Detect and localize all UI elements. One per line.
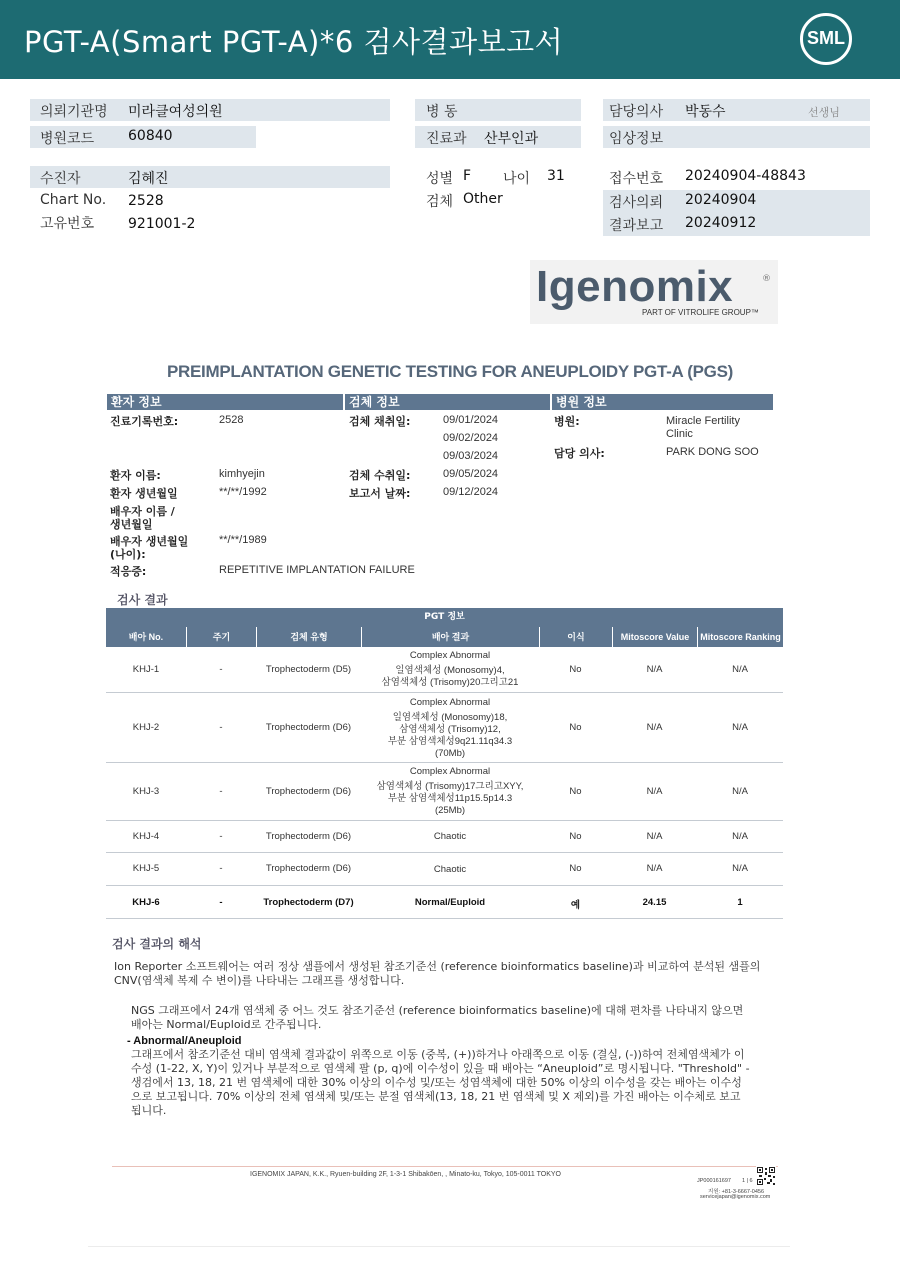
hospital-code-label: 병원코드 bbox=[40, 131, 95, 147]
table-row-3-type: Trophectoderm (D6) bbox=[265, 786, 352, 797]
request-date-label: 검사의뢰 bbox=[609, 195, 664, 211]
table-row-2-no: KHJ-2 bbox=[132, 722, 160, 733]
result-line: 부분 삼염색체성11p15.5p14.3 bbox=[387, 793, 513, 804]
table-row-2-transfer: No bbox=[569, 722, 582, 733]
table-row-4-type: Trophectoderm (D6) bbox=[265, 831, 352, 842]
table-row-4-transfer: No bbox=[569, 831, 582, 842]
row-divider bbox=[106, 852, 783, 853]
results-heading: 검사 결과 bbox=[117, 593, 168, 607]
col-embryo-result: 배아 결과 bbox=[361, 627, 539, 647]
footer-phone: 지원: +81-3-6667-0456 bbox=[708, 1189, 765, 1195]
table-row-6-type: Trophectoderm (D7) bbox=[263, 897, 354, 908]
report-heading: PREIMPLANTATION GENETIC TESTING FOR ANEUPLOIDY PGT-A (PGS) bbox=[167, 362, 733, 381]
table-row-5-transfer: No bbox=[569, 863, 582, 874]
patient-field bbox=[30, 166, 390, 188]
specimen-info-bar: 검체 정보 bbox=[345, 394, 550, 410]
col-mitoscore-ranking: Mitoscore Ranking bbox=[697, 627, 783, 647]
qr-code-icon bbox=[756, 1166, 776, 1186]
row-divider bbox=[106, 918, 783, 919]
result-line: 일염색체성 (Monosomy)4, bbox=[395, 665, 505, 676]
table-row-3-no: KHJ-3 bbox=[132, 786, 160, 797]
result-line: (70Mb) bbox=[434, 748, 466, 759]
table-row-2-cycle: - bbox=[219, 722, 223, 733]
doctor-suffix: 선생님 bbox=[808, 106, 840, 119]
table-row-2-mitoscore-value: N/A bbox=[646, 722, 663, 733]
table-row-6-result: Normal/Euploid bbox=[414, 897, 486, 908]
table-row-5-mitoscore-ranking: N/A bbox=[732, 863, 748, 874]
interpretation-paragraph-3: 그래프에서 참조기준선 대비 염색체 결과값이 위쪽으로 이동 (중복, (+))하거나 아래쪽으로 이동 (결실, (-))하여 전체염색체가 이수성 (1-22, X, Y)이 있거나 부분적으로 염색체 팔 (p, q)에 이수성이 있을 때 배아는 “Aneuploid”로 명시됩니다. "Threshold" - 생검에서 13, 18, 21 번 염색체에 대한 30% 이상의 이수성 및/또는 성염색체에 대한 50% 이상의 이수성을 갖는 배아는 이수성으로 보고됩니다. 70% 이상의 전체 염색체 및/또는 분절 염색체(13, 18, 21 번 염색체 및 X 제외)를 가진 배아는 이수체로 보고됩니다. bbox=[131, 1048, 750, 1117]
col-cycle: 주기 bbox=[186, 627, 256, 647]
table-row-6-cycle: - bbox=[219, 897, 223, 908]
partner-dob-label: 배우자 생년월일 bbox=[110, 535, 189, 548]
table-row-1-no: KHJ-1 bbox=[132, 664, 160, 675]
institution-value: 미라클여성의원 bbox=[128, 104, 223, 120]
aneuploid-subheading: - Abnormal/Aneuploid bbox=[127, 1035, 242, 1047]
ward-label: 병 동 bbox=[426, 104, 458, 120]
table-row-6-no: KHJ-6 bbox=[132, 897, 160, 908]
result-line: (25Mb) bbox=[434, 805, 466, 816]
footer-divider bbox=[112, 1166, 778, 1167]
igenomix-registered-mark: ® bbox=[762, 274, 771, 284]
table-row-5-result: Chaotic bbox=[433, 864, 467, 875]
collection-date-2: 09/02/2024 bbox=[443, 432, 499, 444]
table-row-3-mitoscore-ranking: N/A bbox=[732, 786, 748, 797]
table-row-1-cycle: - bbox=[219, 664, 223, 675]
clinical-info-label: 임상정보 bbox=[609, 131, 664, 147]
result-line: 삼염색체성 (Trisomy)20그리고21 bbox=[381, 677, 519, 688]
pgt-info-header: PGT 정보 bbox=[106, 608, 783, 627]
hospital-label: 병원: bbox=[554, 415, 580, 428]
result-line: 일염색체성 (Monosomy)18, bbox=[392, 712, 508, 723]
table-row-2-type: Trophectoderm (D6) bbox=[265, 722, 352, 733]
table-row-6-transfer: 예 bbox=[570, 900, 581, 911]
igenomix-tagline: PART OF VITROLIFE GROUP™ bbox=[642, 308, 759, 317]
table-row-1-type: Trophectoderm (D5) bbox=[265, 664, 352, 675]
partner-name-label-2: 생년월일 bbox=[110, 518, 153, 531]
patient-name-value: kimhyejin bbox=[219, 468, 265, 480]
receipt-date-label: 검체 수취일: bbox=[349, 469, 411, 482]
sex-value: F bbox=[463, 168, 472, 184]
result-line: 부분 삼염색체성9q21.11q34.3 bbox=[387, 736, 513, 747]
attending-doctor-value: PARK DONG SOO bbox=[666, 446, 759, 458]
hospital-value-2: Clinic bbox=[666, 428, 693, 440]
report-title: PGT-A(Smart PGT-A)*6 검사결과보고서 bbox=[24, 25, 564, 59]
doctor-value: 박동수 bbox=[685, 104, 726, 120]
table-row-1-transfer: No bbox=[569, 664, 582, 675]
table-row-2-result bbox=[361, 697, 539, 760]
patient-dob-value: **/**/1992 bbox=[219, 486, 267, 498]
result-line: Complex Abnormal bbox=[409, 650, 491, 661]
table-row-4-mitoscore-ranking: N/A bbox=[732, 831, 748, 842]
table-row-1-result bbox=[361, 650, 539, 689]
table-row-3-mitoscore-value: N/A bbox=[646, 786, 663, 797]
table-row-4-mitoscore-value: N/A bbox=[646, 831, 663, 842]
table-row-1-mitoscore-ranking: N/A bbox=[732, 664, 748, 675]
unique-no-value: 921001-2 bbox=[128, 216, 196, 232]
report-date-value: 20240912 bbox=[685, 215, 757, 231]
result-line: 삼염색체성 (Trisomy)12, bbox=[399, 724, 501, 735]
result-line: 삼염색체성 (Trisomy)17그리고XYY, bbox=[376, 781, 524, 792]
table-row-3-cycle: - bbox=[219, 786, 223, 797]
sml-logo bbox=[800, 13, 852, 65]
attending-doctor-label: 담당 의사: bbox=[554, 447, 605, 460]
igenomix-wordmark: Igenomix bbox=[536, 262, 734, 311]
doctor-label: 담당의사 bbox=[609, 104, 664, 120]
hospital-value: Miracle Fertility bbox=[666, 415, 740, 427]
patient-name-label: 환자 이름: bbox=[110, 469, 161, 482]
header-bar bbox=[0, 0, 900, 79]
result-line: Complex Abnormal bbox=[409, 766, 491, 777]
table-row-4-result: Chaotic bbox=[433, 831, 467, 842]
collection-date-1: 09/01/2024 bbox=[443, 414, 499, 426]
row-divider bbox=[106, 692, 783, 693]
row-divider bbox=[106, 820, 783, 821]
patient-info-bar: 환자 정보 bbox=[107, 394, 343, 410]
patient-dob-label: 환자 생년월일 bbox=[110, 487, 178, 500]
report-date-label: 결과보고 bbox=[609, 218, 664, 234]
table-row-5-mitoscore-value: N/A bbox=[646, 863, 663, 874]
table-row-5-cycle: - bbox=[219, 863, 223, 874]
row-divider bbox=[106, 885, 783, 886]
department-value: 산부인과 bbox=[484, 131, 539, 147]
department-label: 진료과 bbox=[426, 131, 467, 147]
institution-label: 의뢰기관명 bbox=[40, 104, 108, 120]
patient-label: 수진자 bbox=[40, 171, 81, 187]
table-row-4-cycle: - bbox=[219, 831, 223, 842]
table-row-5-type: Trophectoderm (D6) bbox=[265, 863, 352, 874]
footer-page: 1 | 6 bbox=[742, 1178, 753, 1184]
table-row-6-mitoscore-ranking: 1 bbox=[737, 897, 743, 908]
table-row-4-no: KHJ-4 bbox=[132, 831, 160, 842]
interpretation-paragraph-1: Ion Reporter 소프트웨어는 여러 정상 샘플에서 생성된 참조기준선 (reference bioinformatics baseline)과 비교하여 분석된 샘플의 CNV(염색체 복제 수 변이)를 나타내는 그래프를 생성합니다. bbox=[114, 960, 761, 987]
report-issue-date-value: 09/12/2024 bbox=[443, 486, 499, 498]
report-issue-date-label: 보고서 날짜: bbox=[349, 487, 411, 500]
result-line: Complex Abnormal bbox=[409, 697, 491, 708]
request-date-value: 20240904 bbox=[685, 192, 757, 208]
patient-value: 김혜진 bbox=[128, 171, 169, 187]
specimen-value: Other bbox=[463, 191, 503, 207]
footer-doc-id: JP000161697 bbox=[697, 1178, 731, 1184]
chart-no-value: 2528 bbox=[128, 193, 164, 209]
sex-label: 성별 bbox=[426, 171, 454, 187]
table-row-1-mitoscore-value: N/A bbox=[646, 664, 663, 675]
table-row-5-no: KHJ-5 bbox=[132, 863, 160, 874]
hospital-code-value: 60840 bbox=[128, 128, 173, 144]
age-label: 나이 bbox=[503, 171, 531, 187]
interpretation-paragraph-2: NGS 그래프에서 24개 염색체 중 어느 것도 참조기준선 (reference bioinformatics baseline)에 대해 편차를 나타내지 않으면 배아는 Normal/Euploid로 간주됩니다. bbox=[131, 1004, 744, 1031]
receipt-no-label: 접수번호 bbox=[609, 171, 664, 187]
footer-email: servicejapan@igenomix.com bbox=[700, 1194, 771, 1200]
col-mitoscore-value: Mitoscore Value bbox=[612, 627, 697, 647]
chart-no-label: Chart No. bbox=[40, 192, 107, 208]
record-no-value: 2528 bbox=[219, 414, 244, 426]
receipt-no-value: 20240904-48843 bbox=[685, 168, 806, 184]
collection-date-3: 09/03/2024 bbox=[443, 450, 499, 462]
partner-name-label: 배우자 이름 / bbox=[110, 505, 175, 518]
page-bottom-divider bbox=[88, 1246, 790, 1247]
indication-value: REPETITIVE IMPLANTATION FAILURE bbox=[219, 564, 415, 576]
col-specimen-type: 검체 유형 bbox=[256, 627, 361, 647]
table-row-6-mitoscore-value: 24.15 bbox=[642, 897, 667, 908]
table-row-3-transfer: No bbox=[569, 786, 582, 797]
row-divider bbox=[106, 762, 783, 763]
hospital-info-bar: 병원 정보 bbox=[552, 394, 773, 410]
collection-date-label: 검체 채취일: bbox=[349, 415, 411, 428]
unique-no-label: 고유번호 bbox=[40, 216, 95, 232]
partner-dob-label-2: (나이): bbox=[110, 548, 146, 561]
sml-logo-text: SML bbox=[807, 28, 845, 48]
table-row-3-result bbox=[356, 766, 544, 817]
igenomix-logo bbox=[530, 260, 778, 324]
footer-address: IGENOMIX JAPAN, K.K., Ryuen-building 2F, 1-3-1 Shibakōen, , Minato-ku, Tokyo, 105-0011 TOKYO bbox=[250, 1171, 562, 1178]
receipt-date-value: 09/05/2024 bbox=[443, 468, 499, 480]
col-embryo-no: 배아 No. bbox=[106, 627, 186, 647]
specimen-label: 검체 bbox=[426, 194, 454, 210]
col-transfer: 이식 bbox=[539, 627, 612, 647]
indication-label: 적응증: bbox=[110, 565, 147, 578]
table-row-2-mitoscore-ranking: N/A bbox=[732, 722, 748, 733]
record-no-label: 진료기록번호: bbox=[110, 415, 179, 428]
age-value: 31 bbox=[547, 168, 565, 184]
partner-dob-value: **/**/1989 bbox=[219, 534, 267, 546]
interpretation-heading: 검사 결과의 해석 bbox=[112, 937, 202, 951]
